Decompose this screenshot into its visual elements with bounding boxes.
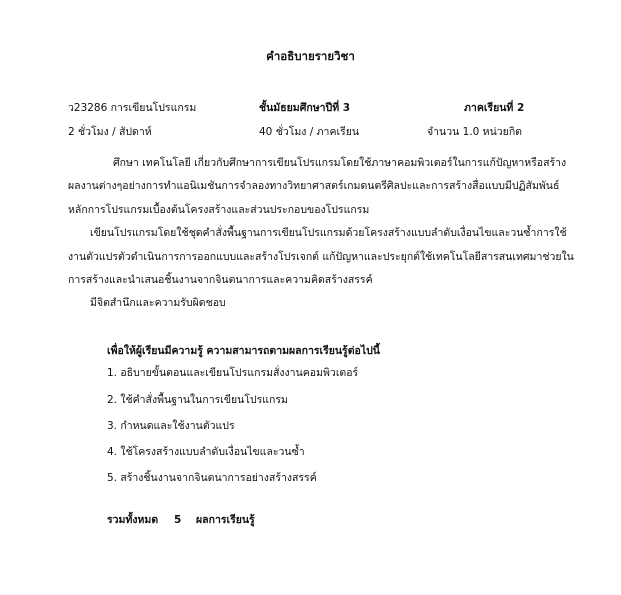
course-hours-per-semester: 40 ชั่วโมง / ภาคเรียน (259, 126, 360, 138)
objective-item: 1. อธิบายขั้นตอนและเขียนโปรแกรมสั่งงานคอมพิวเตอร์ (107, 367, 359, 379)
course-level: ชั้นมัธยมศึกษาปีที่ 3 (259, 102, 351, 114)
description-line: เขียนโปรแกรมโดยใช้ชุดคำสั่งพื้นฐานการเขียนโปรแกรมด้วยโครงสร้างแบบลำดับเงื่อนไขและวนซ้ำการใช้ (90, 227, 567, 239)
total-count: 5 (174, 514, 182, 526)
course-code-name: ว23286 การเขียนโปรแกรม (68, 102, 197, 114)
description-line: การสร้างและนำเสนอชิ้นงานจากจินตนาการและความคิดสร้างสรรค์ (68, 274, 373, 286)
course-hours-per-week: 2 ชั่วโมง / สัปดาห์ (68, 126, 152, 138)
total-unit: ผลการเรียนรู้ (196, 514, 255, 526)
course-semester: ภาคเรียนที่ 2 (464, 102, 525, 114)
objective-item: 5. สร้างชิ้นงานจากจินตนาการอย่างสร้างสรรค์ (107, 472, 317, 484)
page-title: คำอธิบายรายวิชา (266, 49, 355, 63)
objective-item: 3. กำหนดและใช้งานตัวแปร (107, 420, 235, 432)
total-label: รวมทั้งหมด (107, 514, 159, 526)
objectives-heading: เพื่อให้ผู้เรียนมีความรู้ ความสามารถตามผลการเรียนรู้ต่อไปนี้ (107, 345, 380, 357)
description-line: หลักการโปรแกรมเบื้องต้นโครงสร้างและส่วนประกอบของโปรแกรม (68, 204, 370, 216)
description-line: ศึกษา เทคโนโลยี เกี่ยวกับศึกษาการเขียนโปรแกรมโดยใช้ภาษาคอมพิวเตอร์ในการแก้ปัญหาหรือสร้าง (113, 157, 567, 169)
objective-item: 4. ใช้โครงสร้างแบบลำดับเงื่อนไขและวนซ้ำ (107, 446, 305, 458)
description-line: มีจิตสำนึกและความรับผิดชอบ (90, 297, 226, 309)
description-line: ผลงานต่างๆอย่างการทำแอนิเมชันการจำลองทางวิทยาศาสตร์เกมดนตรีศิลปะและการสร้างสื่อแบบมีปฏิสัมพันธ์ (68, 180, 560, 192)
course-credits: จำนวน 1.0 หน่วยกิต (427, 126, 522, 138)
objective-item: 2. ใช้คำสั่งพื้นฐานในการเขียนโปรแกรม (107, 394, 288, 406)
description-line: งานตัวแปรตัวดำเนินการการออกแบบและสร้างโปรเจกต์ แก้ปัญหาและประยุกต์ใช้เทคโนโลยีสารสนเทศมาช่วยใน (68, 251, 574, 263)
